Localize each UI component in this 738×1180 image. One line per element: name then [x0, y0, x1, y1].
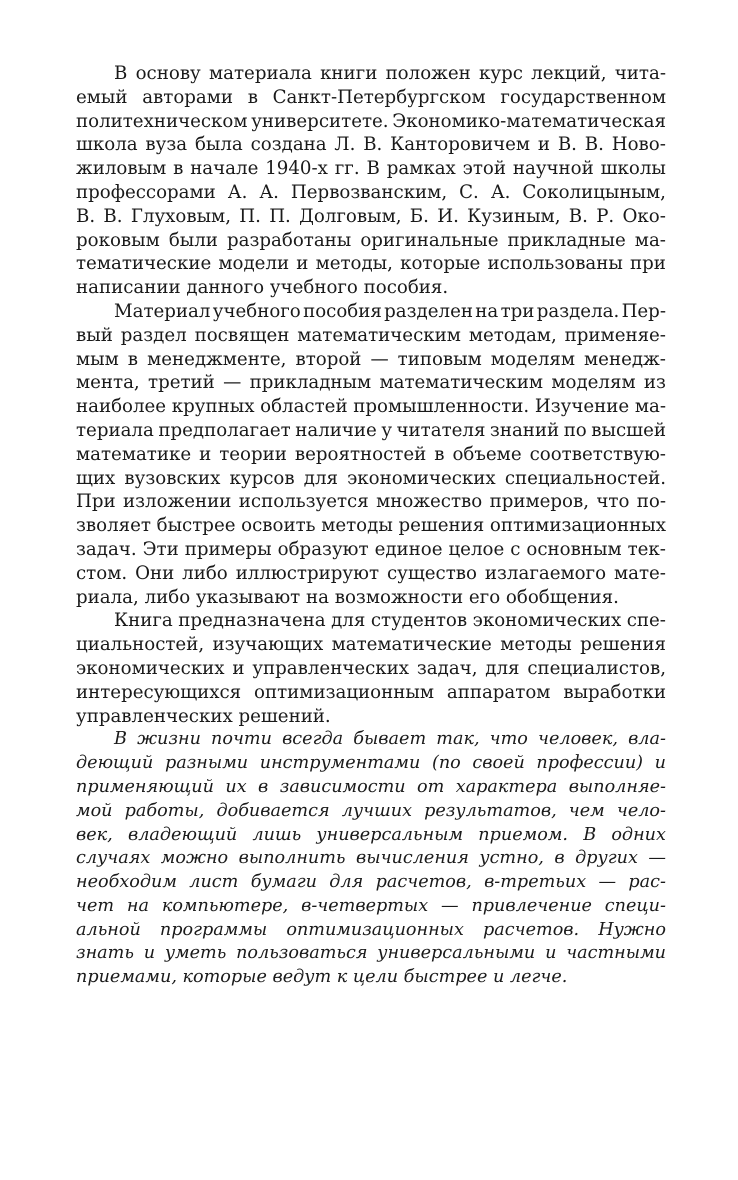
text-line: тематические модели и методы, которые использованы при: [76, 253, 666, 275]
text-line: написании данного учебного пособия.: [76, 277, 449, 299]
text-line: зволяет быстрее освоить методы решения оптимизационных: [76, 515, 666, 537]
epigraph-paragraph: [76, 728, 666, 990]
body-paragraph: [76, 609, 666, 728]
text-line: териала предполагает наличие у читателя знаний по высшей: [76, 419, 666, 441]
text-line: приемами, которые ведут к цели быстрее и легче.: [76, 967, 568, 988]
text-line: политехническом университете. Экономико-математическая: [76, 110, 666, 132]
text-line: мой работы, добивается лучших результатов, чем чело-: [76, 800, 666, 821]
text-line: интересующихся оптимизационным аппаратом выработки: [76, 681, 666, 703]
text-line: мым в менеджменте, второй — типовым моделям менедж-: [76, 348, 666, 370]
text-line: При изложении используется множество примеров, что по-: [76, 491, 666, 513]
text-line: случаях можно выполнить вычисления устно, в других —: [76, 848, 666, 869]
text-line: математике и теории вероятностей в объеме соответствую-: [76, 443, 666, 465]
text-line: век, владеющий лишь универсальным приемом. В одних: [76, 824, 666, 845]
text-line: емый авторами в Санкт-Петербургском государственном: [76, 86, 666, 108]
text-line: задач. Эти примеры образуют единое целое с основным тек-: [76, 538, 666, 560]
text-line: роковым были разработаны оригинальные прикладные ма-: [76, 229, 666, 251]
text-line: мента, третий — прикладным математическим моделям из: [76, 372, 666, 394]
text-line: щих вузовских курсов для экономических специальностей.: [76, 467, 666, 489]
text-line: экономических и управленческих задач, для специалистов,: [76, 657, 666, 679]
body-paragraph: [76, 300, 666, 609]
text-line: чет на компьютере, в-четвертых — привлечение специ-: [76, 895, 666, 916]
text-line: профессорами А. А. Первозванским, С. А. Соколицыным,: [76, 181, 666, 203]
text-line: управленческих решений.: [76, 705, 331, 727]
text-line: знать и уметь пользоваться универсальными и частными: [76, 943, 666, 964]
text-line: В основу материала книги положен курс лекций, чита-: [114, 63, 666, 84]
text-line: деющий разными инструментами (по своей профессии) и: [76, 753, 666, 774]
text-line: альной программы оптимизационных расчетов. Нужно: [76, 919, 666, 940]
text-line: Книга предназначена для студентов экономических спе-: [114, 610, 666, 632]
text-line: Материал учебного пособия разделен на три раздела. Пер-: [114, 300, 666, 322]
body-paragraph: [76, 62, 666, 300]
text-line: В. В. Глуховым, П. П. Долговым, Б. И. Кузиным, В. Р. Око-: [76, 205, 666, 227]
text-line: применяющий их в зависимости от характера выполняе-: [76, 776, 666, 797]
text-line: наиболее крупных областей промышленности. Изучение ма-: [76, 396, 666, 418]
document-page: [76, 62, 666, 990]
text-line: стом. Они либо иллюстрируют существо излагаемого мате-: [76, 562, 666, 584]
text-line: риала, либо указывают на возможности его обобщения.: [76, 586, 619, 608]
text-line: школа вуза была создана Л. В. Канторовичем и В. В. Ново-: [76, 134, 666, 156]
text-line: жиловым в начале 1940-х гг. В рамках этой научной школы: [76, 158, 666, 180]
text-line: вый раздел посвящен математическим методам, применяе-: [76, 324, 666, 346]
text-line: В жизни почти всегда бывает так, что человек, вла-: [114, 729, 666, 750]
text-line: необходим лист бумаги для расчетов, в-третьих — рас-: [76, 872, 666, 893]
text-line: циальностей, изучающих математические методы решения: [76, 634, 666, 656]
